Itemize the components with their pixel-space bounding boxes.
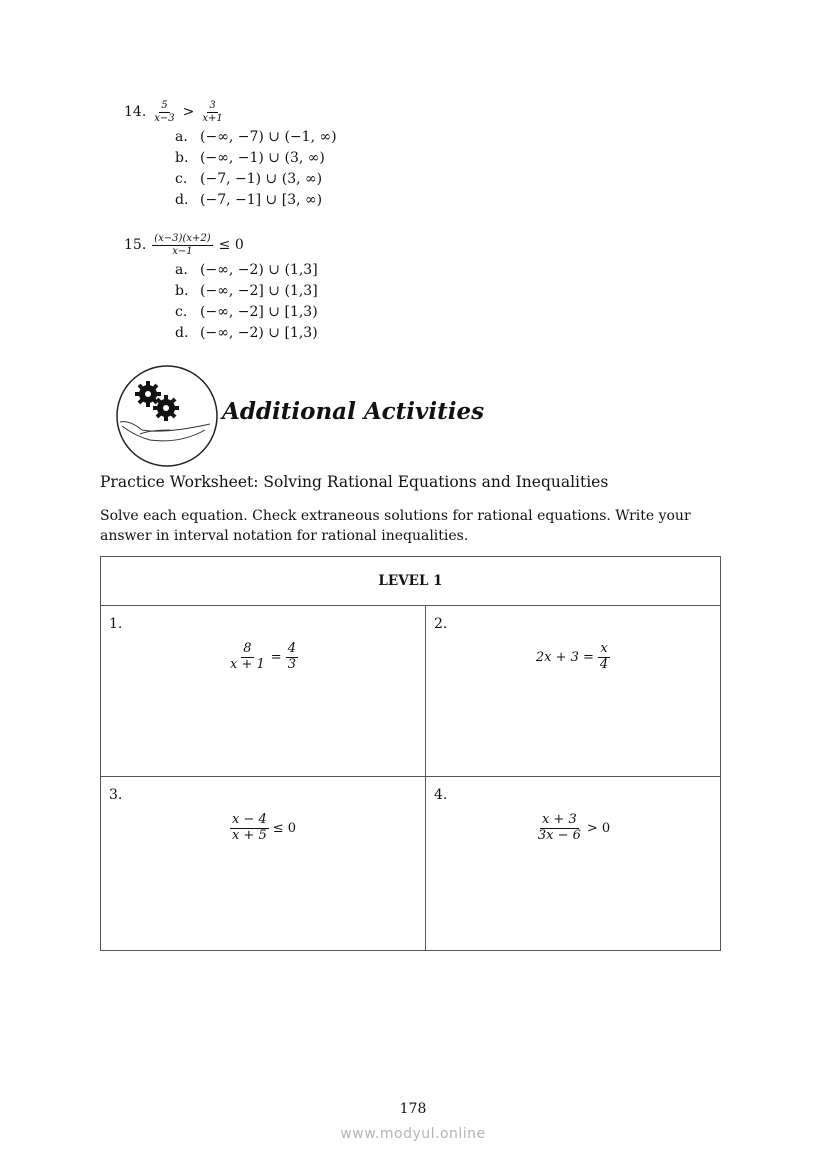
option[interactable]: [175, 150, 325, 166]
option-text: (−∞, −2) ∪ (1,3]: [200, 262, 318, 278]
question-15: [124, 233, 244, 257]
equation: [426, 642, 720, 673]
denominator: 3: [287, 656, 296, 672]
numerator: (x−3)(x+2): [154, 233, 211, 244]
problem-number: 1.: [109, 616, 123, 632]
option-letter: c.: [175, 171, 188, 187]
option[interactable]: [175, 129, 337, 145]
fraction: [228, 642, 267, 673]
operator: ≤ 0: [218, 237, 244, 253]
denominator: x + 5: [231, 827, 267, 843]
worksheet-title: Practice Worksheet: Solving Rational Equations and Inequalities: [100, 473, 609, 491]
option[interactable]: [175, 283, 318, 299]
option-letter: c.: [175, 304, 188, 320]
page-number: 178: [399, 1101, 427, 1117]
numerator: 4: [287, 641, 296, 656]
gears-hand-icon: [110, 364, 224, 468]
option-text: (−7, −1] ∪ [3, ∞): [200, 192, 323, 208]
numerator: x + 3: [541, 812, 577, 827]
operator: >: [182, 104, 195, 120]
fraction: [152, 233, 212, 257]
option-letter: d.: [175, 325, 189, 341]
problem-cell[interactable]: [426, 606, 721, 777]
denominator: x−1: [172, 245, 193, 257]
operator: ≤ 0: [272, 820, 297, 836]
operator: =: [270, 649, 282, 665]
fraction: [230, 813, 269, 844]
problem-cell[interactable]: [101, 606, 426, 777]
worksheet-table: [100, 556, 721, 951]
numerator: 8: [243, 641, 252, 656]
option-letter: b.: [175, 150, 189, 166]
problem-cell[interactable]: [426, 777, 721, 951]
option[interactable]: [175, 171, 322, 187]
option-text: (−∞, −1) ∪ (3, ∞): [200, 150, 325, 166]
problem-number: 4.: [434, 787, 448, 803]
option[interactable]: [175, 304, 318, 320]
option[interactable]: [175, 262, 318, 278]
question-number: 14.: [124, 104, 147, 120]
option-text: (−∞, −2] ∪ (1,3]: [200, 283, 318, 299]
section-title: Additional Activities: [222, 398, 485, 425]
problem-number: 2.: [434, 616, 448, 632]
denominator: 4: [599, 656, 609, 672]
numerator: x − 4: [231, 812, 267, 827]
operator: > 0: [586, 820, 611, 836]
option[interactable]: [175, 325, 318, 341]
denominator: x−3: [154, 112, 175, 124]
option-text: (−7, −1) ∪ (3, ∞): [200, 171, 323, 187]
equation-lhs: 2x + 3 =: [535, 649, 594, 665]
fraction: [598, 642, 610, 673]
fraction: [286, 642, 298, 673]
equation: [426, 813, 720, 844]
denominator: x + 1: [230, 656, 265, 672]
denominator: 3x − 6: [537, 827, 581, 843]
fraction: [152, 100, 176, 124]
option-text: (−∞, −2) ∪ [1,3): [200, 325, 318, 341]
level-header: LEVEL 1: [101, 557, 721, 606]
fraction: [536, 813, 583, 844]
option-letter: b.: [175, 283, 189, 299]
question-14: [124, 100, 225, 124]
problem-cell[interactable]: [101, 777, 426, 951]
option[interactable]: [175, 192, 322, 208]
fraction: [200, 100, 224, 124]
numerator: x: [600, 641, 608, 656]
question-number: 15.: [124, 237, 147, 253]
problem-number: 3.: [109, 787, 123, 803]
denominator: x+1: [202, 112, 223, 124]
option-letter: a.: [175, 262, 188, 278]
instructions: Solve each equation. Check extraneous solutions for rational equations. Write your answer in interval notation for rational inequalities.: [100, 508, 691, 544]
equation: [101, 642, 425, 673]
numerator: 5: [161, 100, 168, 111]
numerator: 3: [209, 100, 216, 111]
option-letter: a.: [175, 129, 188, 145]
option-text: (−∞, −7) ∪ (−1, ∞): [200, 129, 337, 145]
equation: [101, 813, 425, 844]
option-text: (−∞, −2] ∪ [1,3): [200, 304, 318, 320]
watermark: www.modyul.online: [340, 1126, 486, 1142]
option-letter: d.: [175, 192, 189, 208]
